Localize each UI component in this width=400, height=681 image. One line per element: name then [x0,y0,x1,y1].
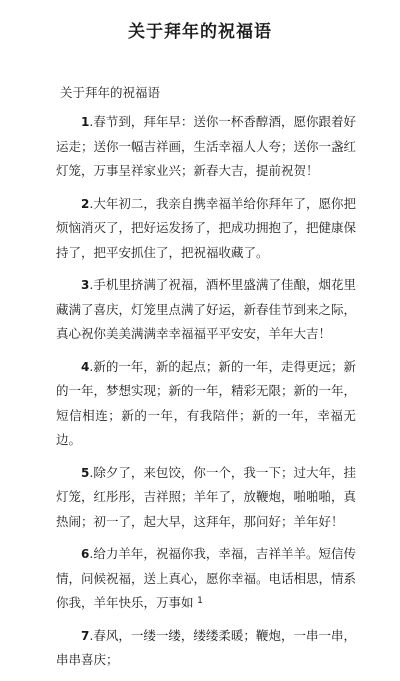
paragraph-number: 3 [81,278,90,292]
paragraph-4 [56,355,356,453]
paragraph-number: 4 [81,359,90,374]
paragraph-number: 1 [81,115,90,129]
paragraph-number: 7 [81,628,90,643]
paragraph-text: .除夕了，来包饺，你一个，我一下；过大年，挂灯笼，红彤彤，吉祥照；羊年了，放鞭炮，啪啪啪，真热闹；初一了，起大早，这拜年，那问好；羊年好！ [56,464,357,529]
paragraph-text: .大年初二，我亲自携幸福羊给你拜年了，愿你把烦恼消灭了，把好运发扬了，把成功拥抱了，把健康保持了，把平安抓住了，把祝福收藏了。 [56,195,357,260]
document-subtitle: 关于拜年的祝福语 [60,85,161,100]
paragraph-7 [56,624,356,673]
page-number: 1 [197,596,203,606]
paragraph-3 [56,273,356,347]
paragraph-text: .新的一年，新的起点；新的一年，走得更远；新的一年，梦想实现；新的一年，精彩无限；新的一年，短信相连；新的一年，有我陪伴；新的一年，幸福无边。 [56,358,357,447]
paragraph-text: .春节到，拜年早：送你一杯香醇酒，愿你跟着好运走；送你一幅吉祥画，生活幸福人人夸；送你一盏红灯笼，万事呈祥家业兴；新春大吉，提前祝贺！ [56,114,357,178]
paragraph-number: 6 [81,547,90,561]
paragraph-5 [56,461,356,535]
paragraph-number: 5 [81,465,90,480]
document-body [56,110,356,681]
paragraph-text: .手机里挤满了祝福，酒杯里盛满了佳酿，烟花里藏满了喜庆，灯笼里点满了好运，新春佳节到来之际，真心祝你美美满满幸幸福福平平安安，羊年大吉！ [56,277,357,341]
paragraph-text: .春风，一缕一缕，缕缕柔暖；鞭炮，一串一串，串串喜庆； [56,627,356,667]
paragraph-2 [56,192,356,266]
paragraph-text: .给力羊年，祝福你我，幸福，吉祥羊羊。短信传情，问候祝福，送上真心，愿你幸福。电话相思，情系你我，羊年快乐，万事如 [56,546,357,610]
document-title: 关于拜年的祝福语 [128,22,272,42]
paragraph-1 [56,110,356,184]
paragraph-number: 2 [81,196,90,211]
